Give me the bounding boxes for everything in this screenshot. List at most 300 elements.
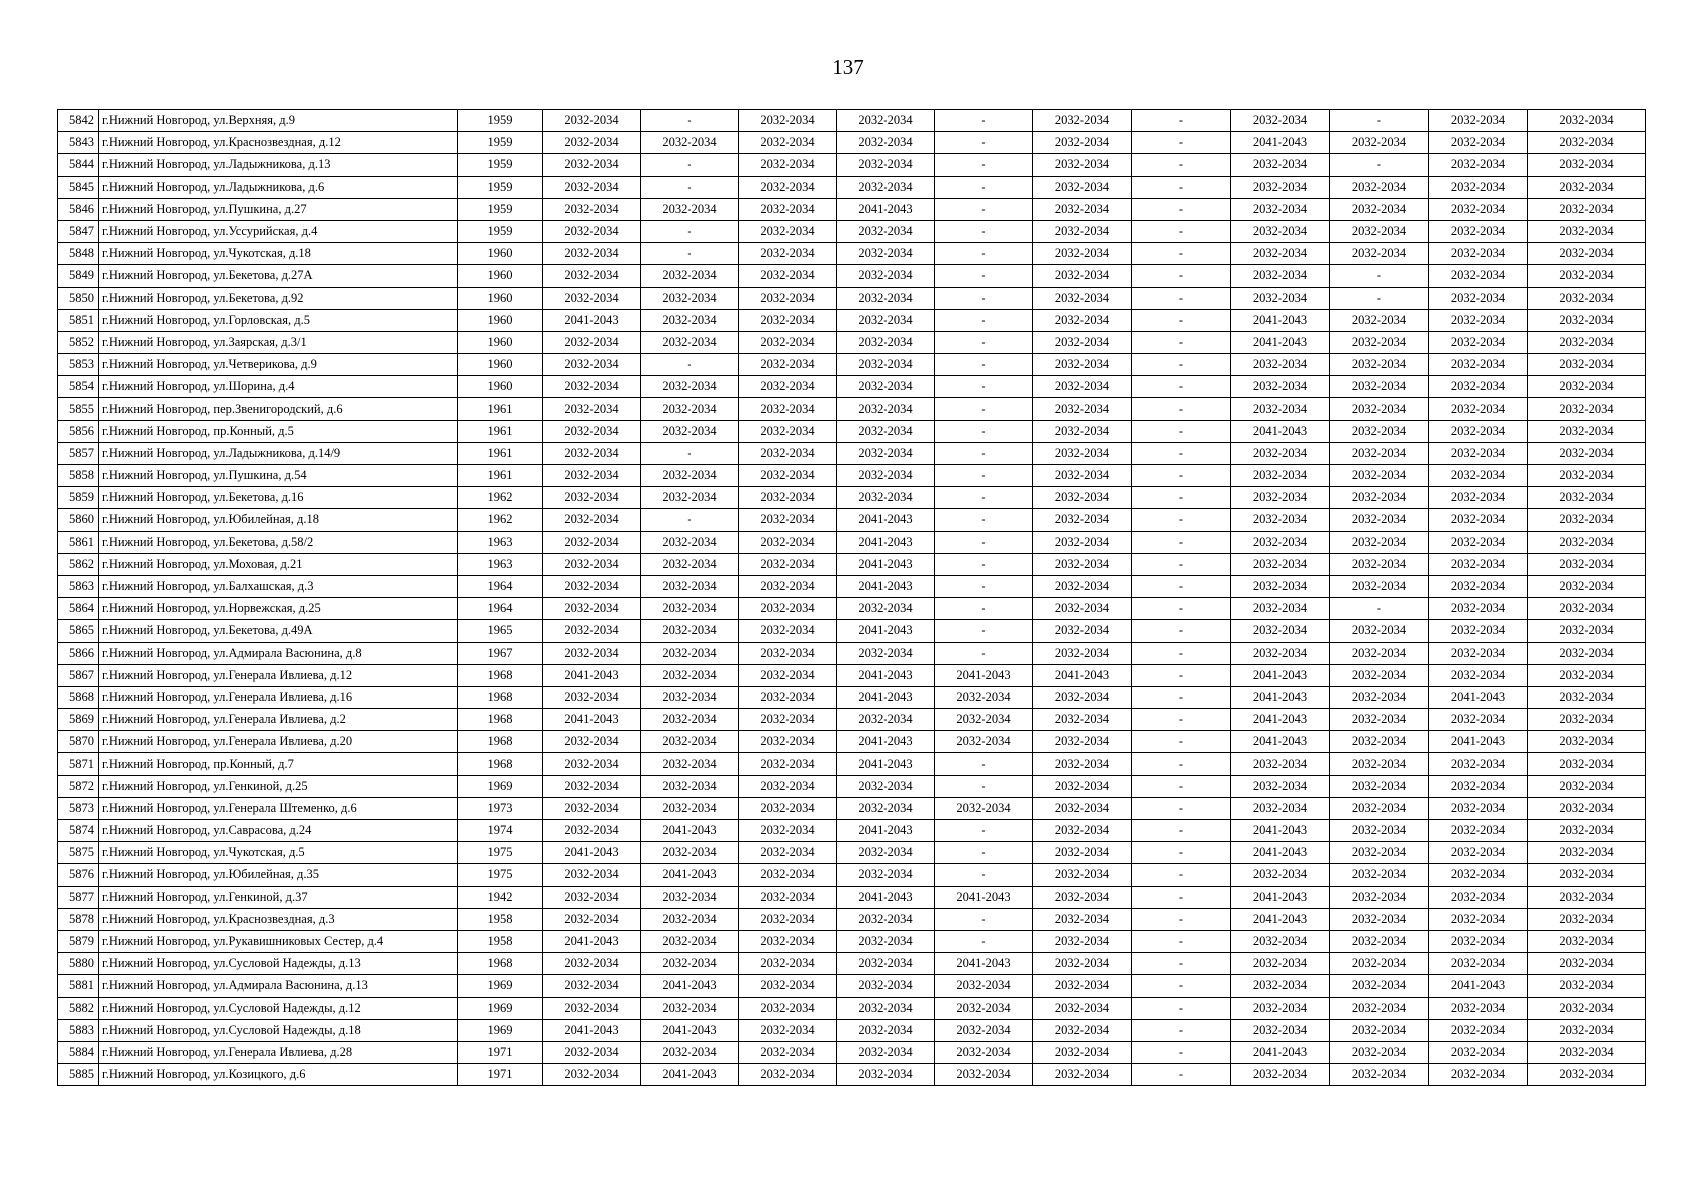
build-year-cell: 1959	[458, 220, 543, 242]
period-col-7-cell: -	[1132, 598, 1231, 620]
period-col-5-cell: -	[935, 531, 1033, 553]
period-col-3-cell: 2032-2034	[739, 930, 837, 952]
period-col-3-cell: 2032-2034	[739, 354, 837, 376]
table-row	[58, 642, 1646, 664]
row-number-cell: 5848	[58, 243, 99, 265]
period-col-1-cell: 2032-2034	[543, 953, 641, 975]
period-col-5-cell: -	[935, 620, 1033, 642]
address-cell: г.Нижний Новгород, ул.Краснозвездная, д.12	[99, 132, 458, 154]
address-cell: г.Нижний Новгород, ул.Юбилейная, д.18	[99, 509, 458, 531]
period-col-10-cell: 2032-2034	[1429, 1064, 1528, 1086]
build-year-cell: 1968	[458, 731, 543, 753]
period-col-6-cell: 2032-2034	[1033, 709, 1132, 731]
period-col-7-cell: -	[1132, 309, 1231, 331]
period-col-10-cell: 2032-2034	[1429, 176, 1528, 198]
period-col-11-cell: 2032-2034	[1528, 420, 1646, 442]
table-row	[58, 509, 1646, 531]
period-col-6-cell: 2032-2034	[1033, 398, 1132, 420]
address-cell: г.Нижний Новгород, ул.Горловская, д.5	[99, 309, 458, 331]
period-col-7-cell: -	[1132, 220, 1231, 242]
period-col-8-cell: 2032-2034	[1231, 376, 1330, 398]
period-col-8-cell: 2041-2043	[1231, 664, 1330, 686]
period-col-6-cell: 2032-2034	[1033, 1064, 1132, 1086]
period-col-7-cell: -	[1132, 420, 1231, 442]
period-col-11-cell: 2032-2034	[1528, 509, 1646, 531]
period-col-4-cell: 2032-2034	[837, 442, 935, 464]
period-col-1-cell: 2032-2034	[543, 287, 641, 309]
period-col-7-cell: -	[1132, 487, 1231, 509]
period-col-9-cell: 2032-2034	[1330, 176, 1429, 198]
period-col-10-cell: 2032-2034	[1429, 709, 1528, 731]
period-col-2-cell: 2032-2034	[641, 908, 739, 930]
period-col-11-cell: 2032-2034	[1528, 198, 1646, 220]
period-col-9-cell: 2032-2034	[1330, 465, 1429, 487]
period-col-2-cell: -	[641, 176, 739, 198]
period-col-9-cell: 2032-2034	[1330, 354, 1429, 376]
period-col-4-cell: 2032-2034	[837, 420, 935, 442]
row-number-cell: 5847	[58, 220, 99, 242]
address-cell: г.Нижний Новгород, ул.Генкиной, д.37	[99, 886, 458, 908]
period-col-10-cell: 2032-2034	[1429, 243, 1528, 265]
table-row	[58, 287, 1646, 309]
address-cell: г.Нижний Новгород, ул.Сусловой Надежды, д.12	[99, 997, 458, 1019]
period-col-4-cell: 2032-2034	[837, 930, 935, 952]
period-col-8-cell: 2041-2043	[1231, 420, 1330, 442]
row-number-cell: 5857	[58, 442, 99, 464]
period-col-6-cell: 2032-2034	[1033, 864, 1132, 886]
period-col-9-cell: 2032-2034	[1330, 198, 1429, 220]
period-col-10-cell: 2032-2034	[1429, 509, 1528, 531]
period-col-2-cell: 2032-2034	[641, 398, 739, 420]
period-col-1-cell: 2032-2034	[543, 132, 641, 154]
table-row	[58, 132, 1646, 154]
period-col-8-cell: 2032-2034	[1231, 265, 1330, 287]
period-col-10-cell: 2032-2034	[1429, 1019, 1528, 1041]
address-cell: г.Нижний Новгород, ул.Козицкого, д.6	[99, 1064, 458, 1086]
period-col-6-cell: 2032-2034	[1033, 886, 1132, 908]
period-col-3-cell: 2032-2034	[739, 797, 837, 819]
period-col-8-cell: 2041-2043	[1231, 842, 1330, 864]
row-number-cell: 5855	[58, 398, 99, 420]
period-col-2-cell: 2041-2043	[641, 1019, 739, 1041]
period-col-8-cell: 2032-2034	[1231, 775, 1330, 797]
period-col-10-cell: 2032-2034	[1429, 1041, 1528, 1063]
build-year-cell: 1968	[458, 664, 543, 686]
build-year-cell: 1959	[458, 132, 543, 154]
row-number-cell: 5879	[58, 930, 99, 952]
period-col-6-cell: 2032-2034	[1033, 132, 1132, 154]
period-col-10-cell: 2032-2034	[1429, 953, 1528, 975]
table-row	[58, 886, 1646, 908]
period-col-9-cell: 2032-2034	[1330, 376, 1429, 398]
row-number-cell: 5878	[58, 908, 99, 930]
table-row	[58, 575, 1646, 597]
period-col-10-cell: 2041-2043	[1429, 975, 1528, 997]
period-col-6-cell: 2032-2034	[1033, 930, 1132, 952]
period-col-3-cell: 2032-2034	[739, 331, 837, 353]
period-col-4-cell: 2041-2043	[837, 509, 935, 531]
build-year-cell: 1960	[458, 331, 543, 353]
period-col-10-cell: 2032-2034	[1429, 997, 1528, 1019]
row-number-cell: 5843	[58, 132, 99, 154]
period-col-8-cell: 2032-2034	[1231, 1064, 1330, 1086]
period-col-3-cell: 2032-2034	[739, 265, 837, 287]
period-col-4-cell: 2032-2034	[837, 775, 935, 797]
period-col-4-cell: 2032-2034	[837, 376, 935, 398]
row-number-cell: 5883	[58, 1019, 99, 1041]
period-col-3-cell: 2032-2034	[739, 442, 837, 464]
address-cell: г.Нижний Новгород, ул.Пушкина, д.54	[99, 465, 458, 487]
build-year-cell: 1968	[458, 753, 543, 775]
table-row	[58, 220, 1646, 242]
address-cell: г.Нижний Новгород, ул.Генерала Ивлиева, д.2	[99, 709, 458, 731]
period-col-10-cell: 2032-2034	[1429, 132, 1528, 154]
table-row	[58, 198, 1646, 220]
row-number-cell: 5882	[58, 997, 99, 1019]
period-col-5-cell: 2032-2034	[935, 1064, 1033, 1086]
table-row	[58, 686, 1646, 708]
build-year-cell: 1971	[458, 1064, 543, 1086]
period-col-4-cell: 2032-2034	[837, 997, 935, 1019]
period-col-10-cell: 2032-2034	[1429, 465, 1528, 487]
row-number-cell: 5851	[58, 309, 99, 331]
build-year-cell: 1962	[458, 487, 543, 509]
period-col-8-cell: 2032-2034	[1231, 220, 1330, 242]
period-col-4-cell: 2032-2034	[837, 331, 935, 353]
period-col-6-cell: 2032-2034	[1033, 376, 1132, 398]
table-row	[58, 531, 1646, 553]
period-col-9-cell: 2032-2034	[1330, 908, 1429, 930]
period-col-8-cell: 2032-2034	[1231, 154, 1330, 176]
period-col-5-cell: -	[935, 376, 1033, 398]
table-row	[58, 797, 1646, 819]
address-cell: г.Нижний Новгород, пр.Конный, д.7	[99, 753, 458, 775]
period-col-9-cell: 2032-2034	[1330, 531, 1429, 553]
period-col-2-cell: -	[641, 442, 739, 464]
table-row	[58, 243, 1646, 265]
period-col-7-cell: -	[1132, 1064, 1231, 1086]
period-col-2-cell: 2032-2034	[641, 842, 739, 864]
period-col-2-cell: 2032-2034	[641, 753, 739, 775]
period-col-5-cell: -	[935, 132, 1033, 154]
table-row	[58, 110, 1646, 132]
period-col-2-cell: -	[641, 154, 739, 176]
period-col-7-cell: -	[1132, 331, 1231, 353]
period-col-10-cell: 2032-2034	[1429, 487, 1528, 509]
period-col-8-cell: 2032-2034	[1231, 575, 1330, 597]
table-row	[58, 553, 1646, 575]
period-col-5-cell: -	[935, 154, 1033, 176]
period-col-5-cell: -	[935, 575, 1033, 597]
period-col-1-cell: 2032-2034	[543, 553, 641, 575]
period-col-11-cell: 2032-2034	[1528, 753, 1646, 775]
period-col-3-cell: 2032-2034	[739, 154, 837, 176]
table-row	[58, 176, 1646, 198]
period-col-6-cell: 2032-2034	[1033, 465, 1132, 487]
period-col-11-cell: 2032-2034	[1528, 820, 1646, 842]
period-col-3-cell: 2032-2034	[739, 465, 837, 487]
period-col-7-cell: -	[1132, 753, 1231, 775]
address-cell: г.Нижний Новгород, ул.Бекетова, д.58/2	[99, 531, 458, 553]
period-col-7-cell: -	[1132, 154, 1231, 176]
address-cell: г.Нижний Новгород, ул.Норвежская, д.25	[99, 598, 458, 620]
row-number-cell: 5884	[58, 1041, 99, 1063]
address-cell: г.Нижний Новгород, ул.Чукотская, д.5	[99, 842, 458, 864]
address-cell: г.Нижний Новгород, ул.Ладыжникова, д.6	[99, 176, 458, 198]
build-year-cell: 1959	[458, 198, 543, 220]
table-row	[58, 598, 1646, 620]
period-col-9-cell: 2032-2034	[1330, 220, 1429, 242]
period-col-4-cell: 2032-2034	[837, 953, 935, 975]
period-col-1-cell: 2032-2034	[543, 110, 641, 132]
row-number-cell: 5860	[58, 509, 99, 531]
period-col-3-cell: 2032-2034	[739, 132, 837, 154]
address-cell: г.Нижний Новгород, ул.Пушкина, д.27	[99, 198, 458, 220]
period-col-11-cell: 2032-2034	[1528, 886, 1646, 908]
period-col-6-cell: 2032-2034	[1033, 575, 1132, 597]
build-year-cell: 1969	[458, 1019, 543, 1041]
period-col-7-cell: -	[1132, 842, 1231, 864]
address-cell: г.Нижний Новгород, ул.Сусловой Надежды, д.18	[99, 1019, 458, 1041]
row-number-cell: 5842	[58, 110, 99, 132]
row-number-cell: 5880	[58, 953, 99, 975]
period-col-3-cell: 2032-2034	[739, 642, 837, 664]
period-col-10-cell: 2032-2034	[1429, 110, 1528, 132]
period-col-11-cell: 2032-2034	[1528, 930, 1646, 952]
period-col-1-cell: 2032-2034	[543, 975, 641, 997]
period-col-6-cell: 2032-2034	[1033, 997, 1132, 1019]
period-col-10-cell: 2032-2034	[1429, 864, 1528, 886]
period-col-5-cell: -	[935, 331, 1033, 353]
period-col-2-cell: 2032-2034	[641, 775, 739, 797]
address-cell: г.Нижний Новгород, ул.Адмирала Васюнина, д.8	[99, 642, 458, 664]
period-col-9-cell: -	[1330, 265, 1429, 287]
period-col-8-cell: 2032-2034	[1231, 110, 1330, 132]
period-col-2-cell: 2032-2034	[641, 331, 739, 353]
row-number-cell: 5858	[58, 465, 99, 487]
period-col-5-cell: 2032-2034	[935, 1041, 1033, 1063]
period-col-5-cell: -	[935, 287, 1033, 309]
period-col-5-cell: -	[935, 243, 1033, 265]
period-col-3-cell: 2032-2034	[739, 1041, 837, 1063]
period-col-6-cell: 2032-2034	[1033, 753, 1132, 775]
period-col-2-cell: 2032-2034	[641, 198, 739, 220]
period-col-4-cell: 2041-2043	[837, 553, 935, 575]
period-col-9-cell: 2032-2034	[1330, 953, 1429, 975]
address-cell: г.Нижний Новгород, ул.Генерала Ивлиева, д.20	[99, 731, 458, 753]
period-col-4-cell: 2032-2034	[837, 265, 935, 287]
period-col-8-cell: 2032-2034	[1231, 1019, 1330, 1041]
period-col-10-cell: 2032-2034	[1429, 531, 1528, 553]
period-col-2-cell: 2032-2034	[641, 265, 739, 287]
period-col-1-cell: 2032-2034	[543, 265, 641, 287]
period-col-5-cell: -	[935, 864, 1033, 886]
table-row	[58, 354, 1646, 376]
period-col-2-cell: 2032-2034	[641, 420, 739, 442]
period-col-7-cell: -	[1132, 176, 1231, 198]
period-col-9-cell: 2032-2034	[1330, 509, 1429, 531]
row-number-cell: 5856	[58, 420, 99, 442]
period-col-5-cell: -	[935, 265, 1033, 287]
table-row	[58, 398, 1646, 420]
table-row	[58, 154, 1646, 176]
period-col-11-cell: 2032-2034	[1528, 975, 1646, 997]
period-col-6-cell: 2032-2034	[1033, 331, 1132, 353]
address-cell: г.Нижний Новгород, ул.Генерала Штеменко, д.6	[99, 797, 458, 819]
period-col-2-cell: 2032-2034	[641, 997, 739, 1019]
period-col-4-cell: 2032-2034	[837, 398, 935, 420]
period-col-3-cell: 2032-2034	[739, 553, 837, 575]
build-year-cell: 1963	[458, 553, 543, 575]
period-col-4-cell: 2041-2043	[837, 753, 935, 775]
period-col-3-cell: 2032-2034	[739, 908, 837, 930]
period-col-1-cell: 2041-2043	[543, 309, 641, 331]
period-col-3-cell: 2032-2034	[739, 620, 837, 642]
period-col-10-cell: 2032-2034	[1429, 598, 1528, 620]
address-cell: г.Нижний Новгород, ул.Верхняя, д.9	[99, 110, 458, 132]
period-col-6-cell: 2032-2034	[1033, 1019, 1132, 1041]
period-col-11-cell: 2032-2034	[1528, 642, 1646, 664]
period-col-6-cell: 2032-2034	[1033, 1041, 1132, 1063]
period-col-2-cell: 2032-2034	[641, 709, 739, 731]
period-col-5-cell: 2032-2034	[935, 1019, 1033, 1041]
period-col-5-cell: -	[935, 820, 1033, 842]
period-col-9-cell: -	[1330, 598, 1429, 620]
period-col-11-cell: 2032-2034	[1528, 553, 1646, 575]
period-col-3-cell: 2032-2034	[739, 709, 837, 731]
period-col-4-cell: 2032-2034	[837, 243, 935, 265]
period-col-8-cell: 2032-2034	[1231, 487, 1330, 509]
period-col-4-cell: 2032-2034	[837, 154, 935, 176]
build-year-cell: 1964	[458, 598, 543, 620]
period-col-1-cell: 2032-2034	[543, 487, 641, 509]
address-cell: г.Нижний Новгород, ул.Рукавишниковых Сестер, д.4	[99, 930, 458, 952]
period-col-9-cell: 2032-2034	[1330, 398, 1429, 420]
address-cell: г.Нижний Новгород, ул.Ладыжникова, д.13	[99, 154, 458, 176]
period-col-2-cell: 2032-2034	[641, 287, 739, 309]
period-col-8-cell: 2041-2043	[1231, 309, 1330, 331]
period-col-4-cell: 2032-2034	[837, 842, 935, 864]
address-cell: г.Нижний Новгород, ул.Генерала Ивлиева, д.28	[99, 1041, 458, 1063]
period-col-5-cell: 2032-2034	[935, 975, 1033, 997]
table-row	[58, 487, 1646, 509]
build-year-cell: 1960	[458, 309, 543, 331]
build-year-cell: 1975	[458, 864, 543, 886]
period-col-11-cell: 2032-2034	[1528, 864, 1646, 886]
row-number-cell: 5862	[58, 553, 99, 575]
address-cell: г.Нижний Новгород, ул.Адмирала Васюнина, д.13	[99, 975, 458, 997]
table-row	[58, 331, 1646, 353]
period-col-4-cell: 2041-2043	[837, 886, 935, 908]
table-row	[58, 997, 1646, 1019]
period-col-9-cell: 2032-2034	[1330, 753, 1429, 775]
period-col-8-cell: 2032-2034	[1231, 997, 1330, 1019]
period-col-9-cell: 2032-2034	[1330, 820, 1429, 842]
table-row	[58, 1041, 1646, 1063]
period-col-1-cell: 2041-2043	[543, 709, 641, 731]
period-col-5-cell: -	[935, 842, 1033, 864]
period-col-8-cell: 2041-2043	[1231, 886, 1330, 908]
period-col-9-cell: 2032-2034	[1330, 1019, 1429, 1041]
period-col-10-cell: 2032-2034	[1429, 420, 1528, 442]
period-col-9-cell: 2032-2034	[1330, 620, 1429, 642]
period-col-2-cell: 2032-2034	[641, 465, 739, 487]
build-year-cell: 1971	[458, 1041, 543, 1063]
period-col-3-cell: 2032-2034	[739, 1019, 837, 1041]
period-col-5-cell: -	[935, 753, 1033, 775]
period-col-2-cell: 2032-2034	[641, 575, 739, 597]
period-col-1-cell: 2032-2034	[543, 731, 641, 753]
period-col-6-cell: 2032-2034	[1033, 110, 1132, 132]
period-col-6-cell: 2032-2034	[1033, 820, 1132, 842]
period-col-2-cell: 2032-2034	[641, 487, 739, 509]
period-col-9-cell: 2032-2034	[1330, 664, 1429, 686]
period-col-8-cell: 2032-2034	[1231, 975, 1330, 997]
row-number-cell: 5872	[58, 775, 99, 797]
period-col-10-cell: 2032-2034	[1429, 886, 1528, 908]
period-col-2-cell: 2032-2034	[641, 886, 739, 908]
period-col-5-cell: -	[935, 442, 1033, 464]
period-col-8-cell: 2032-2034	[1231, 354, 1330, 376]
period-col-7-cell: -	[1132, 110, 1231, 132]
build-year-cell: 1959	[458, 110, 543, 132]
period-col-3-cell: 2032-2034	[739, 509, 837, 531]
period-col-5-cell: -	[935, 930, 1033, 952]
period-col-4-cell: 2032-2034	[837, 864, 935, 886]
period-col-11-cell: 2032-2034	[1528, 953, 1646, 975]
period-col-10-cell: 2032-2034	[1429, 620, 1528, 642]
period-col-7-cell: -	[1132, 953, 1231, 975]
period-col-7-cell: -	[1132, 198, 1231, 220]
period-col-4-cell: 2032-2034	[837, 176, 935, 198]
period-col-10-cell: 2032-2034	[1429, 797, 1528, 819]
period-col-4-cell: 2032-2034	[837, 487, 935, 509]
period-col-7-cell: -	[1132, 1019, 1231, 1041]
period-col-1-cell: 2032-2034	[543, 775, 641, 797]
period-col-8-cell: 2041-2043	[1231, 820, 1330, 842]
period-col-10-cell: 2032-2034	[1429, 265, 1528, 287]
row-number-cell: 5866	[58, 642, 99, 664]
period-col-2-cell: 2032-2034	[641, 531, 739, 553]
row-number-cell: 5885	[58, 1064, 99, 1086]
period-col-1-cell: 2032-2034	[543, 331, 641, 353]
row-number-cell: 5854	[58, 376, 99, 398]
table-row	[58, 1064, 1646, 1086]
row-number-cell: 5881	[58, 975, 99, 997]
period-col-7-cell: -	[1132, 686, 1231, 708]
period-col-5-cell: -	[935, 642, 1033, 664]
period-col-7-cell: -	[1132, 642, 1231, 664]
period-col-11-cell: 2032-2034	[1528, 1064, 1646, 1086]
period-col-9-cell: 2032-2034	[1330, 842, 1429, 864]
period-col-1-cell: 2032-2034	[543, 1064, 641, 1086]
period-col-1-cell: 2032-2034	[543, 509, 641, 531]
period-col-5-cell: 2032-2034	[935, 997, 1033, 1019]
period-col-5-cell: 2032-2034	[935, 731, 1033, 753]
period-col-4-cell: 2032-2034	[837, 220, 935, 242]
build-year-cell: 1959	[458, 154, 543, 176]
period-col-7-cell: -	[1132, 709, 1231, 731]
period-col-2-cell: -	[641, 354, 739, 376]
period-col-2-cell: 2032-2034	[641, 731, 739, 753]
period-col-8-cell: 2032-2034	[1231, 287, 1330, 309]
period-col-5-cell: -	[935, 398, 1033, 420]
period-col-6-cell: 2032-2034	[1033, 487, 1132, 509]
period-col-8-cell: 2032-2034	[1231, 465, 1330, 487]
period-col-2-cell: -	[641, 220, 739, 242]
period-col-10-cell: 2032-2034	[1429, 154, 1528, 176]
period-col-11-cell: 2032-2034	[1528, 176, 1646, 198]
